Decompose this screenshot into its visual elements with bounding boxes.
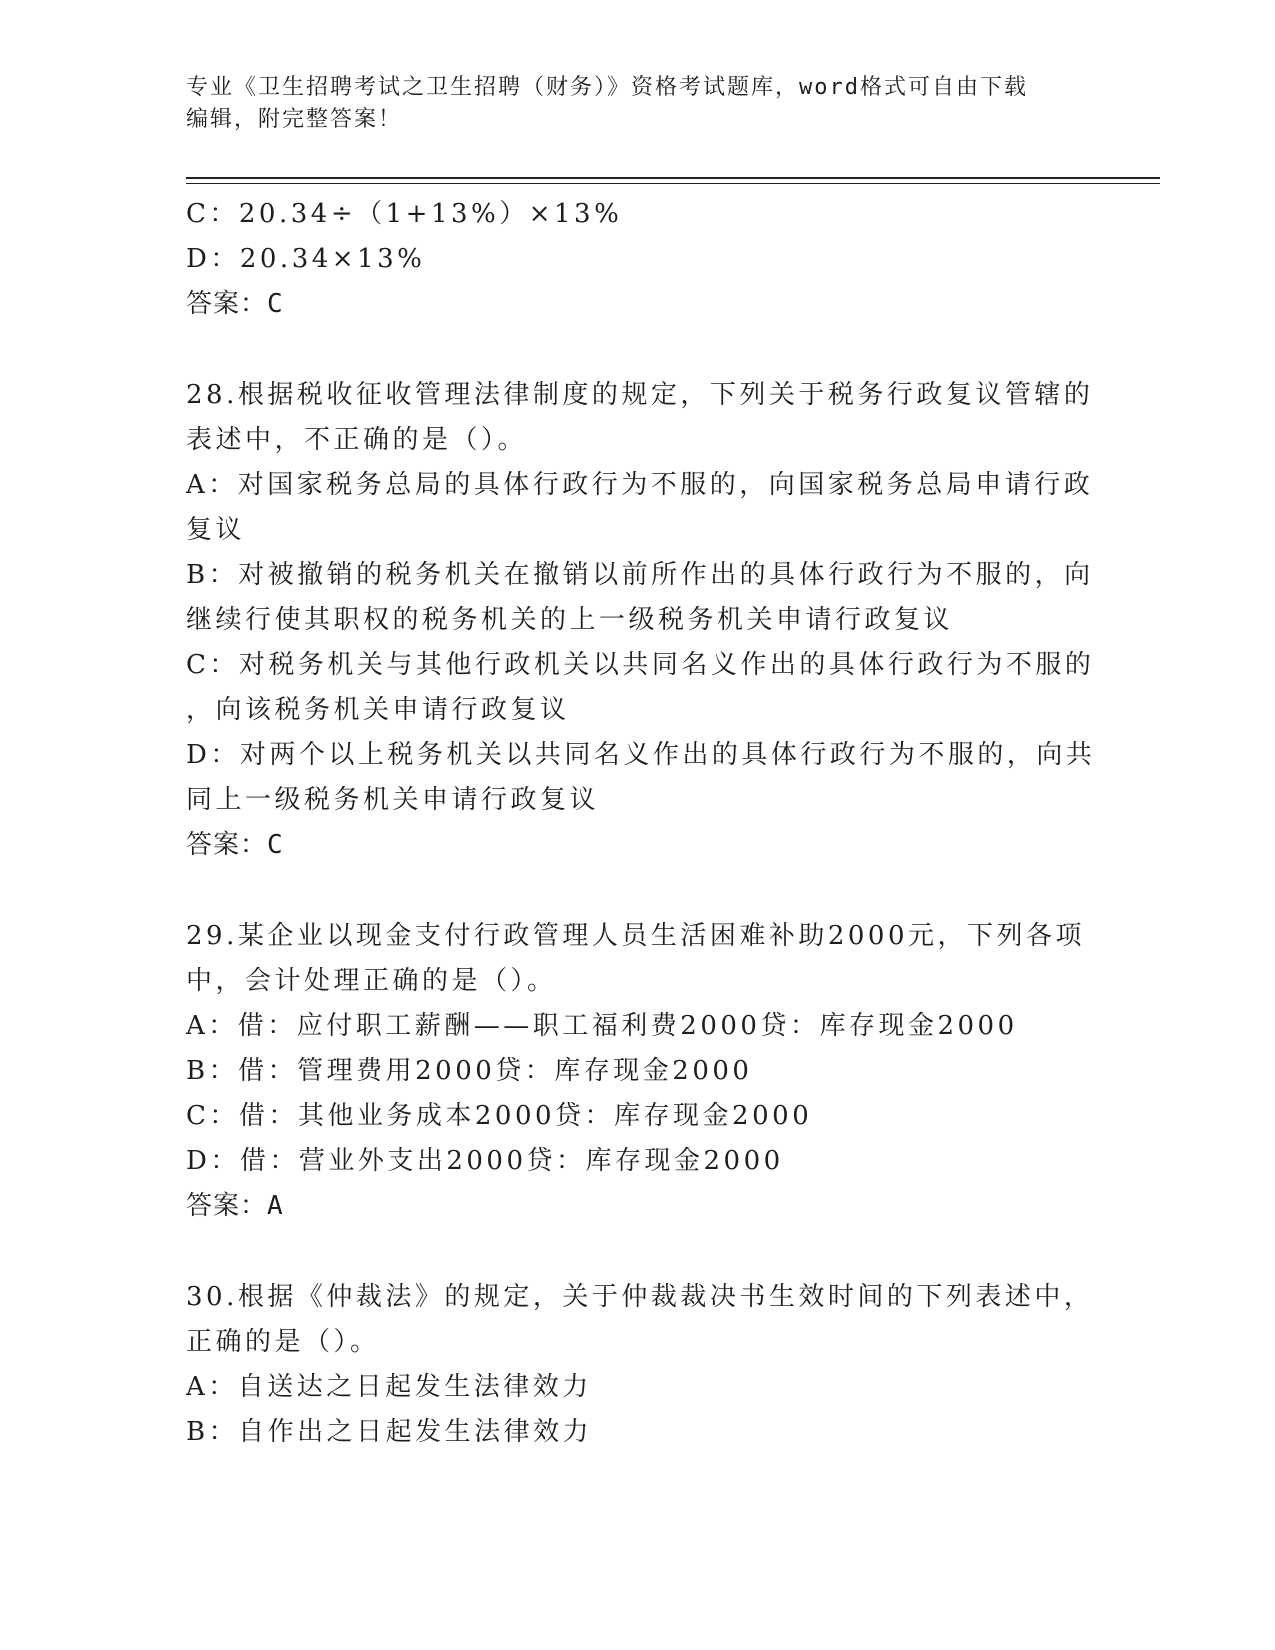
header-divider-thin (186, 183, 1160, 184)
question-spacer (186, 1229, 1086, 1275)
header-line-2: 编辑，附完整答案！ (186, 107, 403, 132)
answer-line: 答案：C (186, 289, 284, 319)
document-header (186, 72, 1066, 136)
option-d: D：20.34×13% (186, 244, 426, 274)
option-b: B：自作出之日起发生法律效力 (186, 1417, 593, 1447)
header-divider-thick (186, 177, 1160, 179)
option-b: 继续行使其职权的税务机关的上一级税务机关申请行政复议 (186, 605, 954, 635)
header-line-1: 专业《卫生招聘考试之卫生招聘（财务）》资格考试题库，word格式可自由下载 (186, 75, 1028, 100)
question-27-tail (186, 192, 1086, 327)
option-a: 复议 (186, 515, 246, 545)
option-a: A：借：应付职工薪酬——职工福利费2000贷：库存现金2000 (186, 1011, 1018, 1041)
document-body (186, 192, 1096, 1455)
option-a: A：自送达之日起发生法律效力 (186, 1372, 592, 1402)
option-b: B：借：管理费用2000贷：库存现金2000 (186, 1056, 753, 1086)
option-c: C：借：其他业务成本2000贷：库存现金2000 (186, 1101, 813, 1131)
answer-line: 答案：A (186, 1191, 284, 1221)
option-c: C：对税务机关与其他行政机关以共同名义作出的具体行政行为不服的 (186, 650, 1095, 680)
question-28 (186, 373, 1096, 868)
question-spacer (186, 868, 1086, 914)
question-stem: 正确的是（）。 (186, 1327, 380, 1357)
option-a: A：对国家税务总局的具体行政行为不服的，向国家税务总局申请行政 (186, 470, 1094, 500)
question-stem: 29.某企业以现金支付行政管理人员生活困难补助2000元，下列各项 (186, 921, 1086, 951)
question-stem: 中，会计处理正确的是（）。 (186, 966, 557, 996)
question-29 (186, 914, 1086, 1229)
option-d: D：借：营业外支出2000贷：库存现金2000 (186, 1146, 784, 1176)
option-d: D：对两个以上税务机关以共同名义作出的具体行政行为不服的，向共 (186, 740, 1096, 770)
question-spacer (186, 327, 1086, 373)
question-30 (186, 1275, 1094, 1455)
option-c: C：20.34÷（1+13%）×13% (186, 199, 623, 229)
option-c: ，向该税务机关申请行政复议 (186, 695, 570, 725)
option-d: 同上一级税务机关申请行政复议 (186, 785, 600, 815)
question-stem: 28.根据税收征收管理法律制度的规定，下列关于税务行政复议管辖的 (186, 380, 1094, 410)
question-stem: 30.根据《仲裁法》的规定，关于仲裁裁决书生效时间的下列表述中， (186, 1282, 1094, 1312)
option-b: B：对被撤销的税务机关在撤销以前所作出的具体行政行为不服的，向 (186, 560, 1094, 590)
answer-line: 答案：C (186, 830, 284, 860)
question-stem: 表述中，不正确的是（）。 (186, 425, 528, 455)
